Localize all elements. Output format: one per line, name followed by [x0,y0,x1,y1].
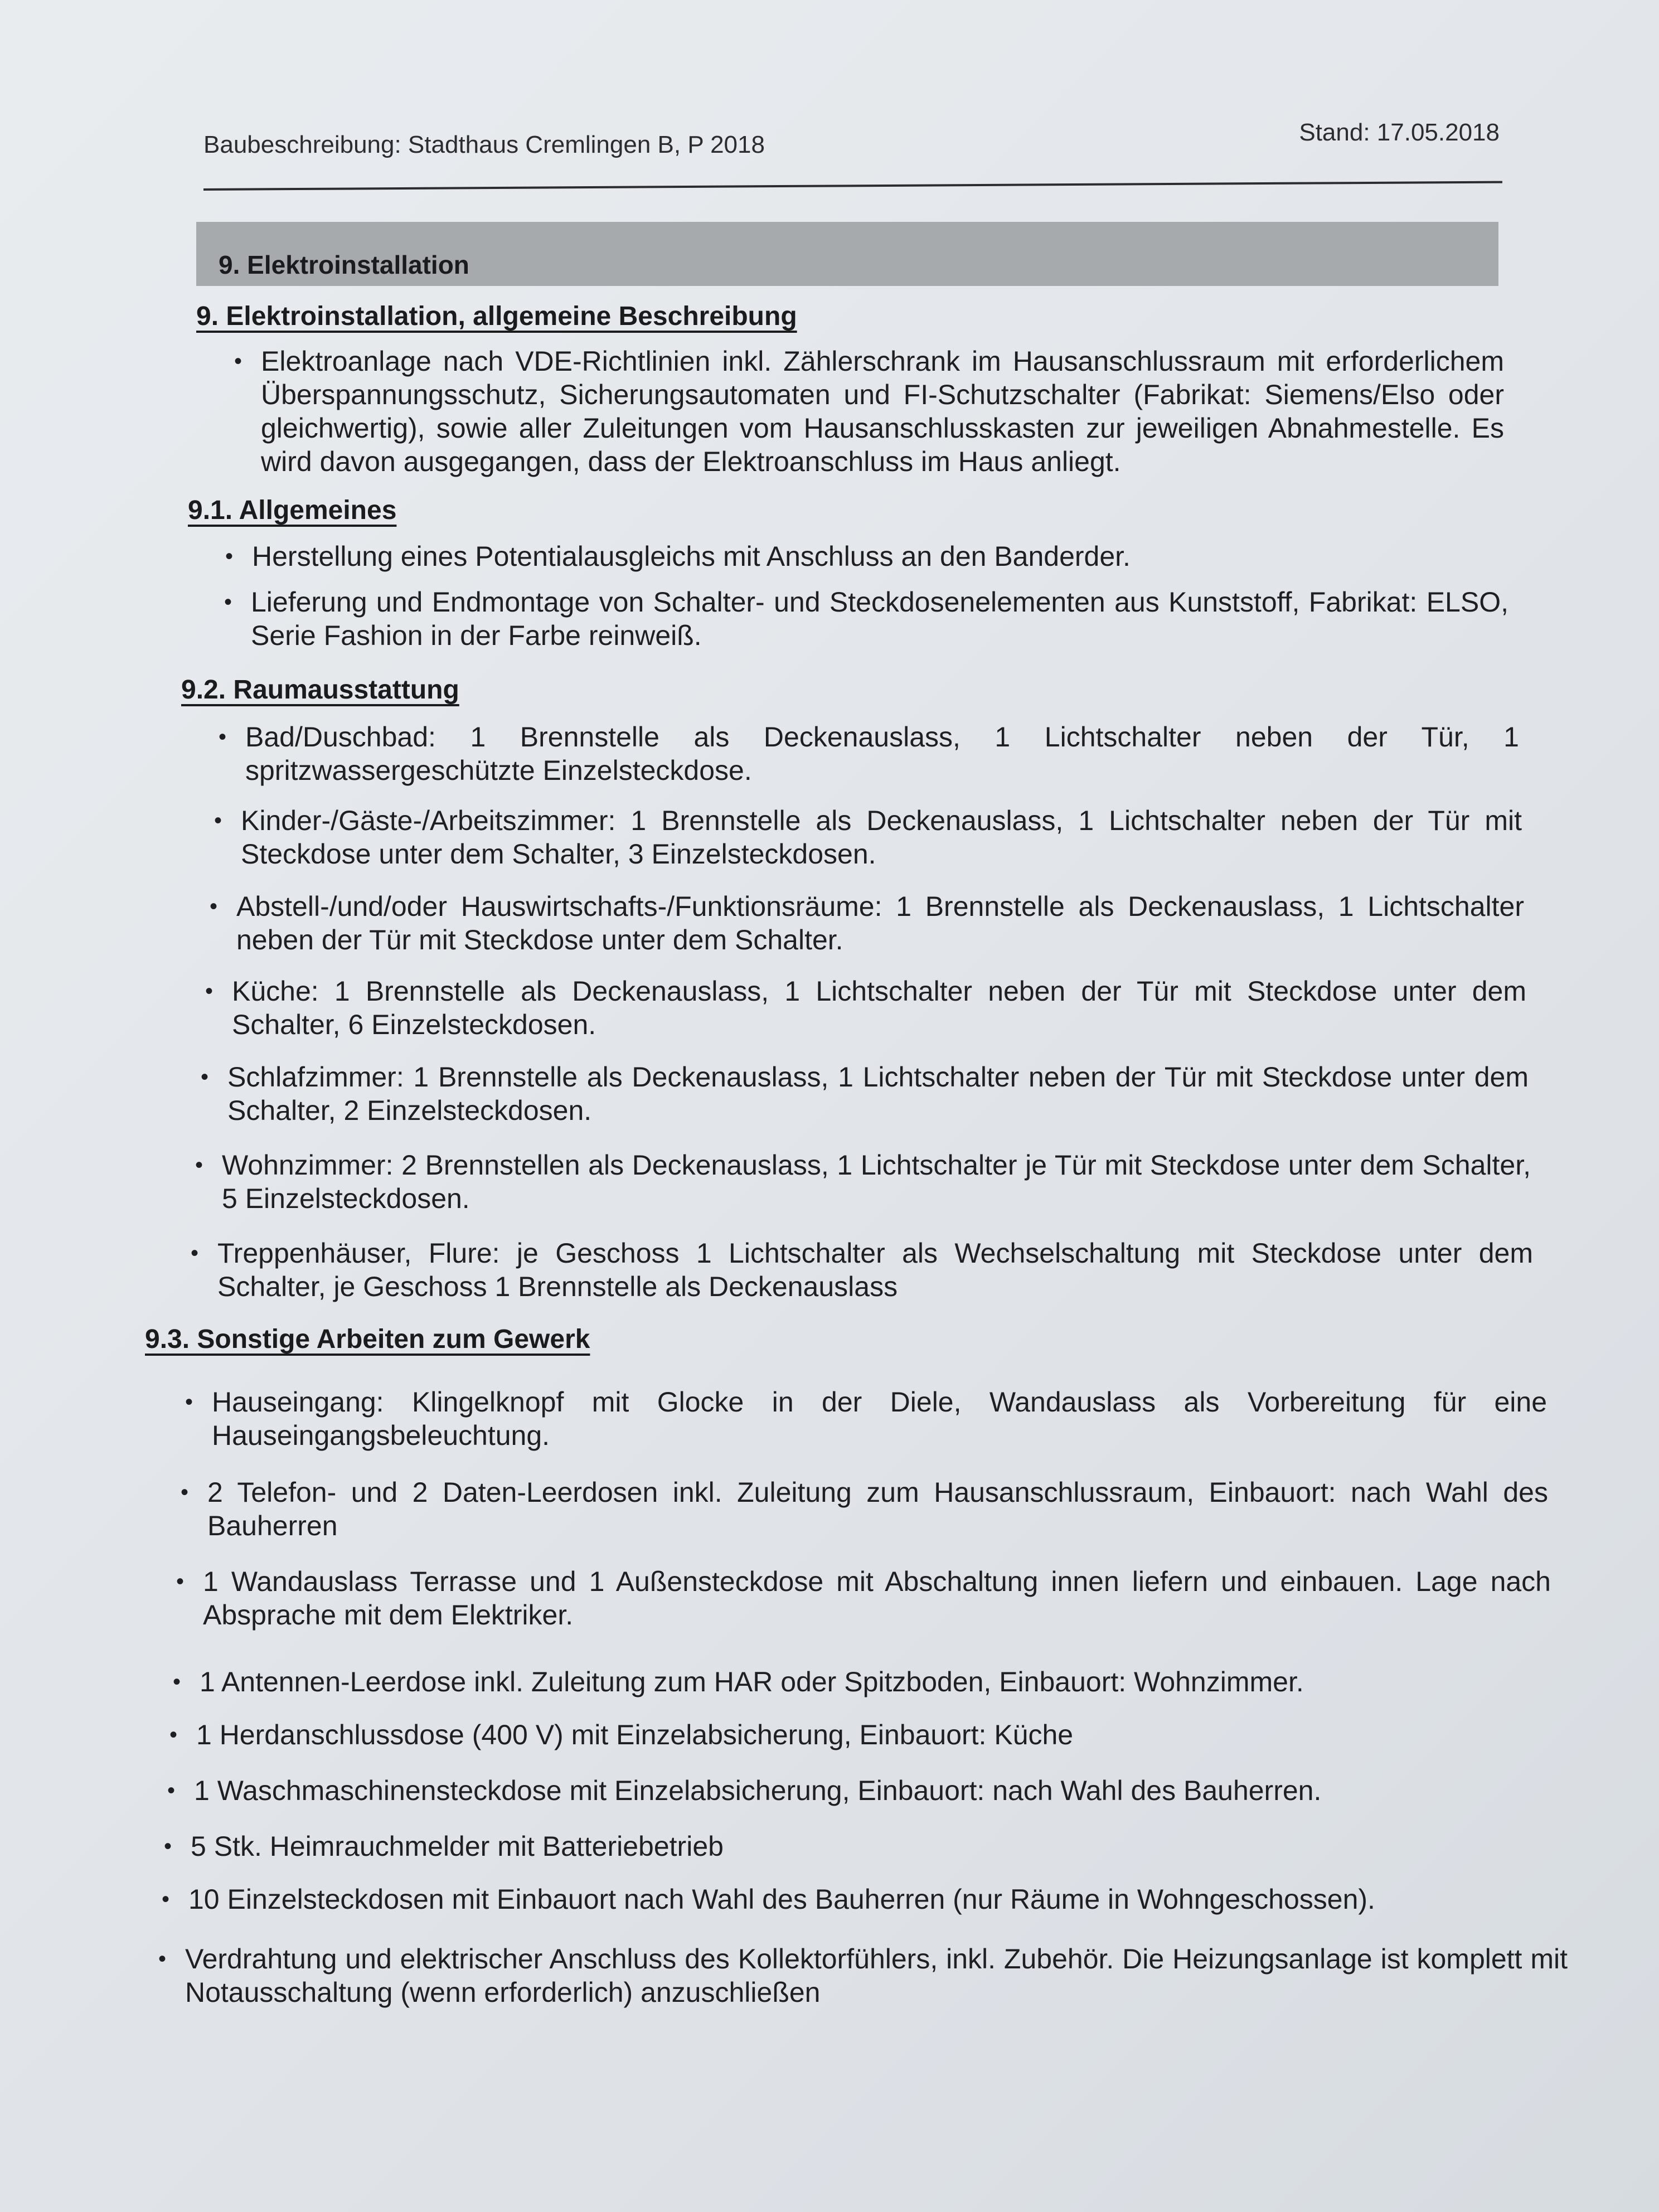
bullet-icon: • [195,1153,203,1177]
list-item: • Abstell-/und/oder Hauswirtschafts-/Funktionsräume: 1 Brennstelle als Deckenauslass, 1 Lichtschalter neben der Tür mit Steckdose unter dem Schalter. [210,891,1524,955]
list-item: • 1 Antennen-Leerdose inkl. Zuleitung zum HAR oder Spitzboden, Einbauort: Wohnzimmer. [173,1666,1304,1697]
bullet-icon: • [164,1834,172,1859]
bullet-icon: • [167,1778,176,1803]
bullet-icon: • [162,1887,170,1912]
bullet-icon: • [225,544,234,569]
list-item: • Hauseingang: Klingelknopf mit Glocke in der Diele, Wandauslass als Vorbereitung für eine Hauseingangsbeleuchtung. [185,1386,1547,1451]
heading-9-3: 9.3. Sonstige Arbeiten zum Gewerk [145,1325,590,1354]
bullet-icon: • [205,979,214,1003]
section-bar-title: 9. Elektroinstallation [219,250,469,279]
bullet-icon: • [176,1569,185,1594]
header-divider [203,181,1502,191]
document-date: Stand: 17.05.2018 [1299,119,1500,146]
bullet-icon: • [181,1480,189,1505]
bullet-icon: • [234,349,242,373]
page-header [203,114,1502,164]
list-item: • 10 Einzelsteckdosen mit Einbauort nach Wahl des Bauherren (nur Räume in Wohngeschossen). [162,1884,1375,1915]
list-item: • Herstellung eines Potentialausgleichs mit Anschluss an den Banderder. [225,541,1131,572]
list-item: • Küche: 1 Brennstelle als Deckenauslass, 1 Lichtschalter neben der Tür mit Steckdose unter dem Schalter, 6 Einzelsteckdosen. [205,976,1526,1040]
list-item: • Kinder-/Gäste-/Arbeitszimmer: 1 Brennstelle als Deckenauslass, 1 Lichtschalter neben der Tür mit Steckdose unter dem Schalter, 3 Einzelsteckdosen. [214,805,1522,870]
list-item: • Bad/Duschbad: 1 Brennstelle als Deckenauslass, 1 Lichtschalter neben der Tür, 1 spritzwassergeschützte Einzelsteckdose. [219,721,1519,786]
bullet-icon: • [201,1065,209,1089]
heading-9-1: 9.1. Allgemeines [188,496,397,525]
bullet-icon: • [224,590,232,614]
list-item: • Elektroanlage nach VDE-Richtlinien inkl. Zählerschrank im Hausanschlussraum mit erforderlichem Überspannungsschutz, Sicherungsautomaten und FI-Schutzschalter (Fabrikat: Siemens/Elso oder gleichwertig), sowie aller Zuleitungen vom Hausanschlusskasten zur jeweiligen Abnahmestelle. Es wird davon ausgegangen, dass der Elektroanschluss im Haus anliegt. [234,346,1504,477]
list-item: • 2 Telefon- und 2 Daten-Leerdosen inkl. Zuleitung zum Hausanschlussraum, Einbauort: nach Wahl des Bauherren [181,1477,1548,1541]
document-title: Baubeschreibung: Stadthaus Cremlingen B, P 2018 [203,131,765,158]
list-item: • Treppenhäuser, Flure: je Geschoss 1 Lichtschalter als Wechselschaltung mit Steckdose unter dem Schalter, je Geschoss 1 Brennstelle als Deckenauslass [191,1238,1533,1302]
list-item: • 1 Herdanschlussdose (400 V) mit Einzelabsicherung, Einbauort: Küche [169,1719,1074,1750]
list-item: • 1 Wandauslass Terrasse und 1 Außensteckdose mit Abschaltung innen liefern und einbauen. Lage nach Absprache mit dem Elektriker. [176,1566,1551,1631]
bullet-icon: • [158,1947,167,1971]
list-item: • 1 Waschmaschinensteckdose mit Einzelabsicherung, Einbauort: nach Wahl des Bauherren. [167,1775,1322,1806]
list-item: • Wohnzimmer: 2 Brennstellen als Deckenauslass, 1 Lichtschalter je Tür mit Steckdose unter dem Schalter, 5 Einzelsteckdosen. [195,1149,1531,1214]
bullet-icon: • [185,1390,193,1414]
bullet-icon: • [219,725,227,749]
bullet-icon: • [173,1670,181,1694]
bullet-icon: • [169,1723,178,1747]
list-item: • Lieferung und Endmontage von Schalter- und Steckdosenelementen aus Kunststoff, Fabrikat: ELSO, Serie Fashion in der Farbe reinweiß. [224,586,1508,651]
section-bar [196,222,1498,286]
list-item: • 5 Stk. Heimrauchmelder mit Batteriebetrieb [164,1831,724,1862]
heading-9-2: 9.2. Raumausstattung [181,675,459,705]
bullet-icon: • [191,1241,199,1265]
bullet-icon: • [214,808,222,833]
list-item: • Schlafzimmer: 1 Brennstelle als Deckenauslass, 1 Lichtschalter neben der Tür mit Steckdose unter dem Schalter, 2 Einzelsteckdosen. [201,1061,1529,1126]
heading-general: 9. Elektroinstallation, allgemeine Beschreibung [196,302,797,331]
bullet-icon: • [210,894,218,919]
list-item: • Verdrahtung und elektrischer Anschluss des Kollektorfühlers, inkl. Zubehör. Die Heizungsanlage ist komplett mit Notausschaltung (wenn erforderlich) anzuschließen [158,1943,1568,2008]
